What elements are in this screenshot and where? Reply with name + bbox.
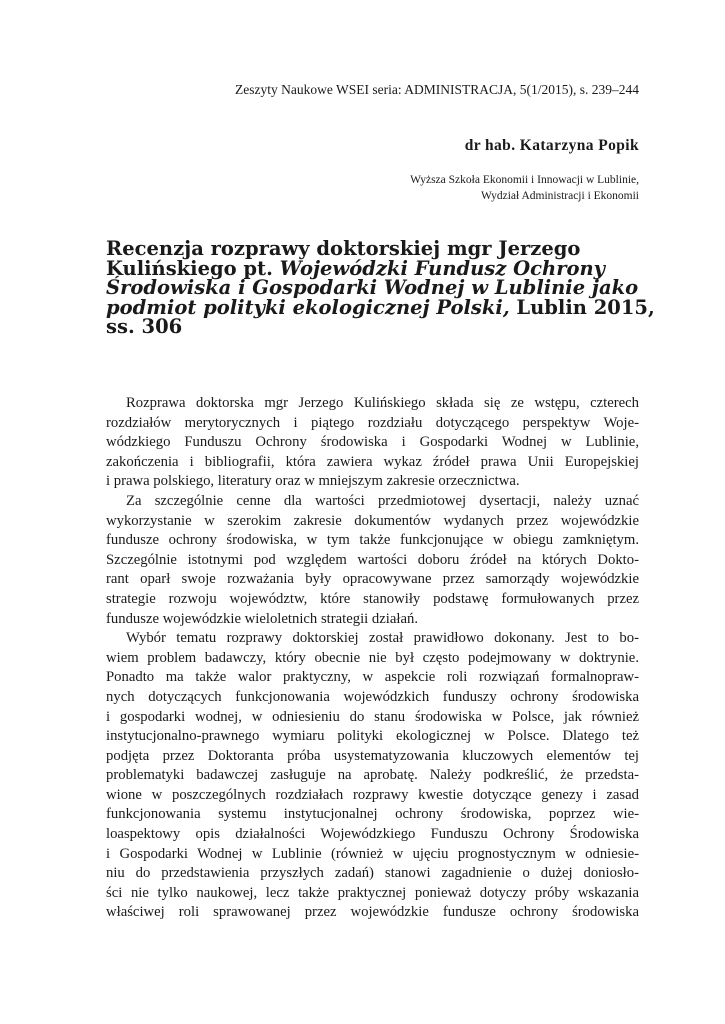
body-line: nych dotyczących funkcjonowania wojewódzkich funduszy ochrony środowiska bbox=[106, 688, 639, 705]
author-affiliation bbox=[410, 172, 639, 204]
journal-citation: Zeszyty Naukowe WSEI seria: ADMINISTRACJA, 5(1/2015), s. 239–244 bbox=[235, 82, 639, 97]
body-line: niu do przedstawienia przyszłych zadań) stanowi zagadnienie o dużej doniosło- bbox=[106, 865, 639, 882]
body-line: Szczególnie istotnymi pod względem wartości doboru źródeł na których Dokto- bbox=[106, 551, 639, 568]
body-line: i gospodarki wodnej, w odniesieniu do stanu środowiska w Polsce, jak również bbox=[106, 708, 639, 725]
title-line bbox=[106, 254, 646, 280]
title-line bbox=[106, 293, 655, 319]
body-line: podjęta przez Doktoranta próba usystematyzowania kluczowych elementów tej bbox=[106, 747, 639, 764]
body-line: instytucjonalno-prawnego wymiaru polityki ekologicznej w Polsce. Dlatego też bbox=[106, 728, 639, 745]
title-italic-text: Środowiska i Gospodarki Wodnej w Lublinie jako bbox=[106, 276, 639, 300]
body-line: ści nie tylko naukowej, lecz także praktycznej ponieważ dotyczy próby wskazania bbox=[106, 884, 639, 901]
body-line: Ponadto ma także walor praktyczny, w aspekcie roli rozwiązań formalnopraw- bbox=[106, 669, 639, 686]
title-text: ss. 306 bbox=[106, 315, 183, 339]
body-line: wykorzystanie w szerokim zakresie dokumentów wydanych przez wojewódzkie bbox=[106, 512, 639, 529]
body-line: fundusze wojewódzkie wieloletnich strategii działań. bbox=[106, 610, 419, 627]
body-line: właściwej roli sprawowanej przez wojewódzkie fundusze ochrony środowiska bbox=[106, 904, 639, 921]
body-line: fundusze ochrony środowiska, w tym także funkcjonujące w obiegu zamkniętym. bbox=[106, 532, 639, 549]
affiliation-line: Wydział Administracji i Ekonomii bbox=[480, 190, 639, 202]
title-italic-text: podmiot polityki ekologicznej Polski, bbox=[106, 295, 510, 319]
body-line: wione w poszczególnych rozdziałach rozprawy kwestie dotyczące genezy i zasad bbox=[106, 786, 639, 803]
body-line: i prawa polskiego, literatury oraz w mniejszym zakresie orzecznictwa. bbox=[106, 473, 520, 490]
title-text: Recenzja rozprawy doktorskiej mgr Jerzego bbox=[106, 237, 581, 260]
author-name: dr hab. Katarzyna Popik bbox=[464, 137, 639, 154]
title-text: Kulińskiego pt. bbox=[106, 256, 280, 280]
body-line: problematyki badawczej zasługuje na aprobatę. Należy podkreślić, że przedsta- bbox=[106, 767, 639, 784]
title-line bbox=[106, 234, 646, 260]
body-line: rozdziałów merytorycznych i piątego rozdziału dotyczącego perspektyw Woje- bbox=[106, 414, 639, 431]
body-line: funkcjonowania systemu instytucjonalnej ochrony środowiska, poprzez wie- bbox=[106, 806, 639, 823]
body-line: wiem problem badawczy, który obecnie nie był często podejmowany w doktrynie. bbox=[106, 649, 639, 666]
body-line: Rozprawa doktorska mgr Jerzego Kulińskiego składa się ze wstępu, czterech bbox=[126, 395, 639, 411]
title-italic-text: Wojewódzki Fundusz Ochrony bbox=[279, 256, 605, 280]
body-line: wódzkiego Funduszu Ochrony środowiska i Gospodarki Wodnej w Lublinie, bbox=[106, 434, 639, 451]
body-line: rant oparł swoje rozważania były opracowywane przez samorządy wojewódzkie bbox=[106, 571, 639, 588]
body-line: i Gospodarki Wodnej w Lublinie (również w ujęciu prognostycznym w odniesie- bbox=[106, 845, 639, 862]
affiliation-line: Wyższa Szkoła Ekonomii i Innowacji w Lublinie, bbox=[410, 174, 639, 186]
title-text: Lublin 2015, bbox=[509, 295, 655, 319]
body-line: Wybór tematu rozprawy doktorskiej został prawidłowo dokonany. Jest to bo- bbox=[126, 630, 639, 647]
body-line: zakończenia i bibliografii, która zawiera wykaz źródeł prawa Unii Europejskiej bbox=[106, 453, 639, 470]
title-line bbox=[106, 273, 646, 300]
body-line: loaspektowy opis działalności Wojewódzkiego Funduszu Ochrony Środowiska bbox=[106, 826, 639, 843]
body-line: Za szczególnie cenne dla wartości przedmiotowej dysertacji, należy uznać bbox=[126, 492, 639, 509]
body-line: strategie rozwoju województw, które stanowiły podstawę formułowanych przez bbox=[106, 590, 639, 607]
article-title bbox=[106, 234, 655, 339]
article-body bbox=[106, 394, 639, 923]
